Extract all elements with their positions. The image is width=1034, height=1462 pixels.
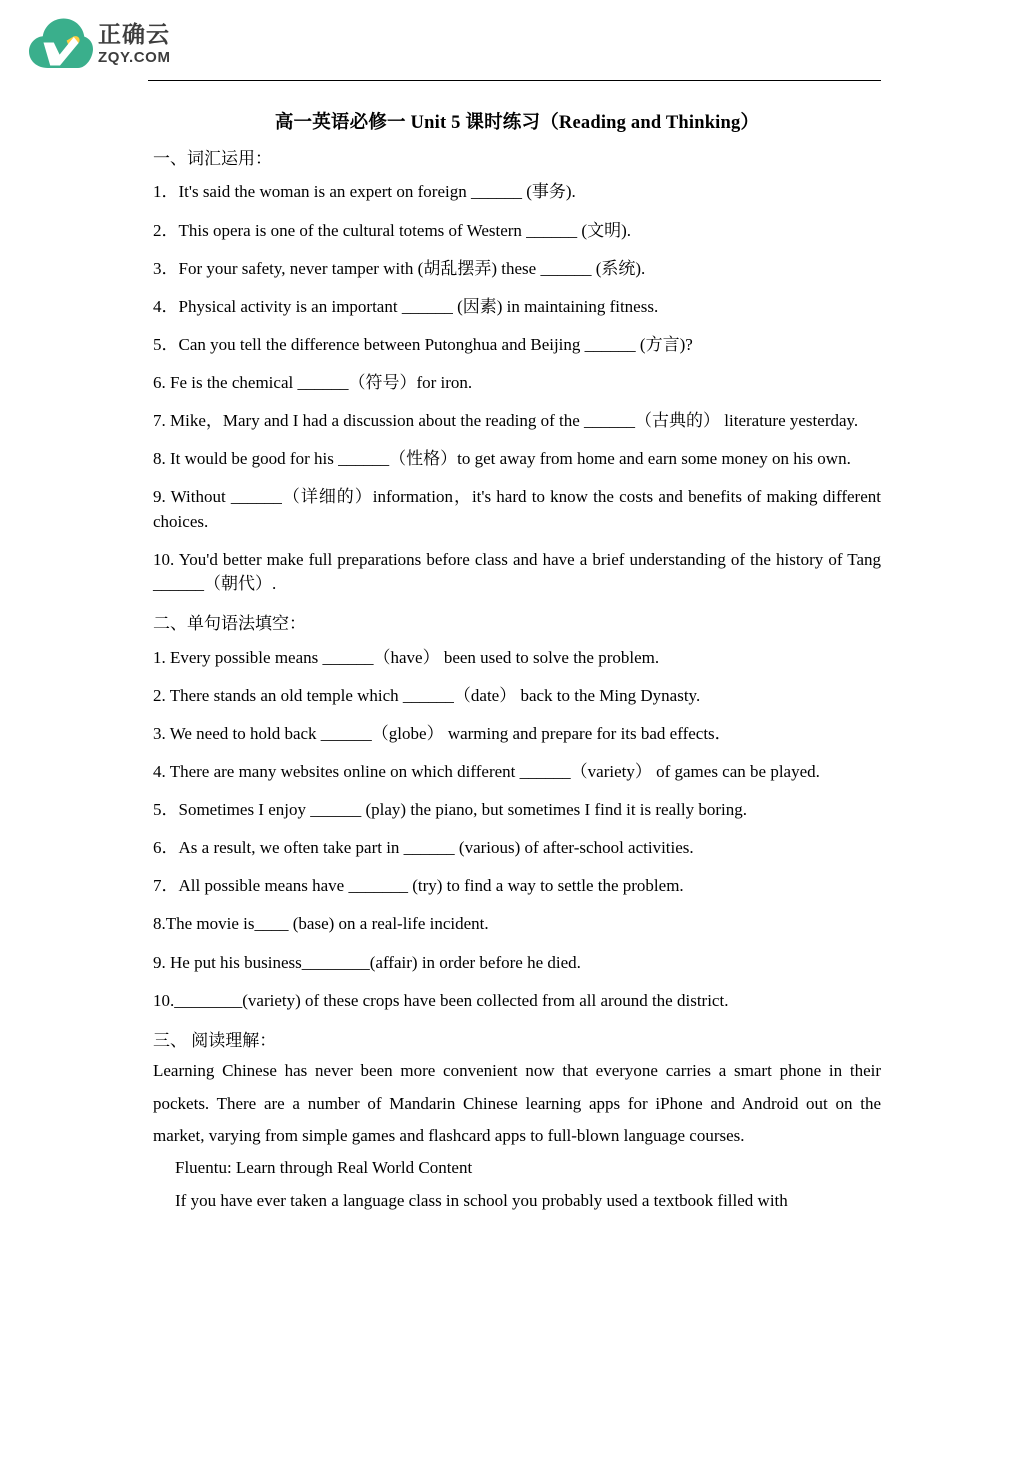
question-item: 4. There are many websites online on which different ______（variety） of games can be played. bbox=[153, 761, 820, 781]
section-heading-grammar-fill: 二、单句语法填空： bbox=[153, 613, 306, 633]
question-item: 2．This opera is one of the cultural totems of Western ______ (文明). bbox=[153, 220, 631, 240]
page-header bbox=[0, 0, 1034, 92]
question-item: 9. Without ______（详细的）information，it's hard to know the costs and benefits of making different choices. bbox=[153, 487, 881, 531]
question-item: 3．For your safety, never tamper with (胡乱摆弄) these ______ (系统). bbox=[153, 258, 646, 278]
question-item: 7. Mike，Mary and I had a discussion about the reading of the ______（古典的） literature yesterday. bbox=[153, 411, 859, 431]
question-item: 3. We need to hold back ______（globe） warming and prepare for its bad effects． bbox=[153, 723, 732, 743]
question-item: 8.The movie is____ (base) on a real-life incident. bbox=[153, 914, 489, 934]
worksheet-body bbox=[153, 110, 881, 1217]
brand-wordmark bbox=[98, 21, 171, 66]
question-item: 6. Fe is the chemical ______（符号）for iron. bbox=[153, 373, 473, 393]
section-heading-vocabulary: 一、词汇运用： bbox=[153, 148, 272, 168]
reading-subheading: Fluentu: Learn through Real World Content bbox=[175, 1158, 473, 1178]
question-item: 6．As a result, we often take part in ______ (various) of after-school activities. bbox=[153, 838, 694, 858]
brand-logo[interactable] bbox=[28, 16, 171, 72]
brand-name-cn: 正确云 bbox=[98, 21, 170, 48]
brand-name-en: ZQY.COM bbox=[98, 48, 171, 66]
question-item: 2. There stands an old temple which ______（date） back to the Ming Dynasty. bbox=[153, 685, 701, 705]
question-item: 10. You'd better make full preparations before class and have a brief understanding of the history of Tang ______（朝代）. bbox=[153, 549, 881, 593]
question-item: 7．All possible means have _______ (try) to find a way to settle the problem. bbox=[153, 876, 684, 896]
question-item: 9. He put his business________(affair) in order before he died. bbox=[153, 952, 581, 972]
question-item: 8. It would be good for his ______（性格）to get away from home and earn some money on his own. bbox=[153, 449, 851, 469]
question-item: 4．Physical activity is an important ______ (因素) in maintaining fitness. bbox=[153, 296, 659, 316]
section-heading-reading: 三、 阅读理解： bbox=[153, 1030, 277, 1050]
question-item: 5．Can you tell the difference between Putonghua and Beijing ______ (方言)? bbox=[153, 334, 693, 354]
reading-paragraph: Learning Chinese has never been more convenient now that everyone carries a smart phone in their pockets. There are a number of Mandarin Chinese learning apps for iPhone and Android out on the market, varying from simple games and flashcard apps to full-blown language courses. bbox=[153, 1061, 881, 1146]
question-item: 10.________(variety) of these crops have been collected from all around the district. bbox=[153, 990, 729, 1010]
cloud-check-logo-icon bbox=[28, 16, 94, 72]
question-item: 1．It's said the woman is an expert on foreign ______ (事务). bbox=[153, 182, 576, 202]
header-divider bbox=[148, 80, 881, 81]
reading-paragraph: If you have ever taken a language class in school you probably used a textbook filled with bbox=[175, 1190, 788, 1210]
question-item: 5．Sometimes I enjoy ______ (play) the piano, but sometimes I find it is really boring. bbox=[153, 800, 747, 820]
page-title: 高一英语必修一 Unit 5 课时练习（Reading and Thinking） bbox=[274, 113, 760, 133]
question-item: 1. Every possible means ______（have） been used to solve the problem. bbox=[153, 647, 660, 667]
